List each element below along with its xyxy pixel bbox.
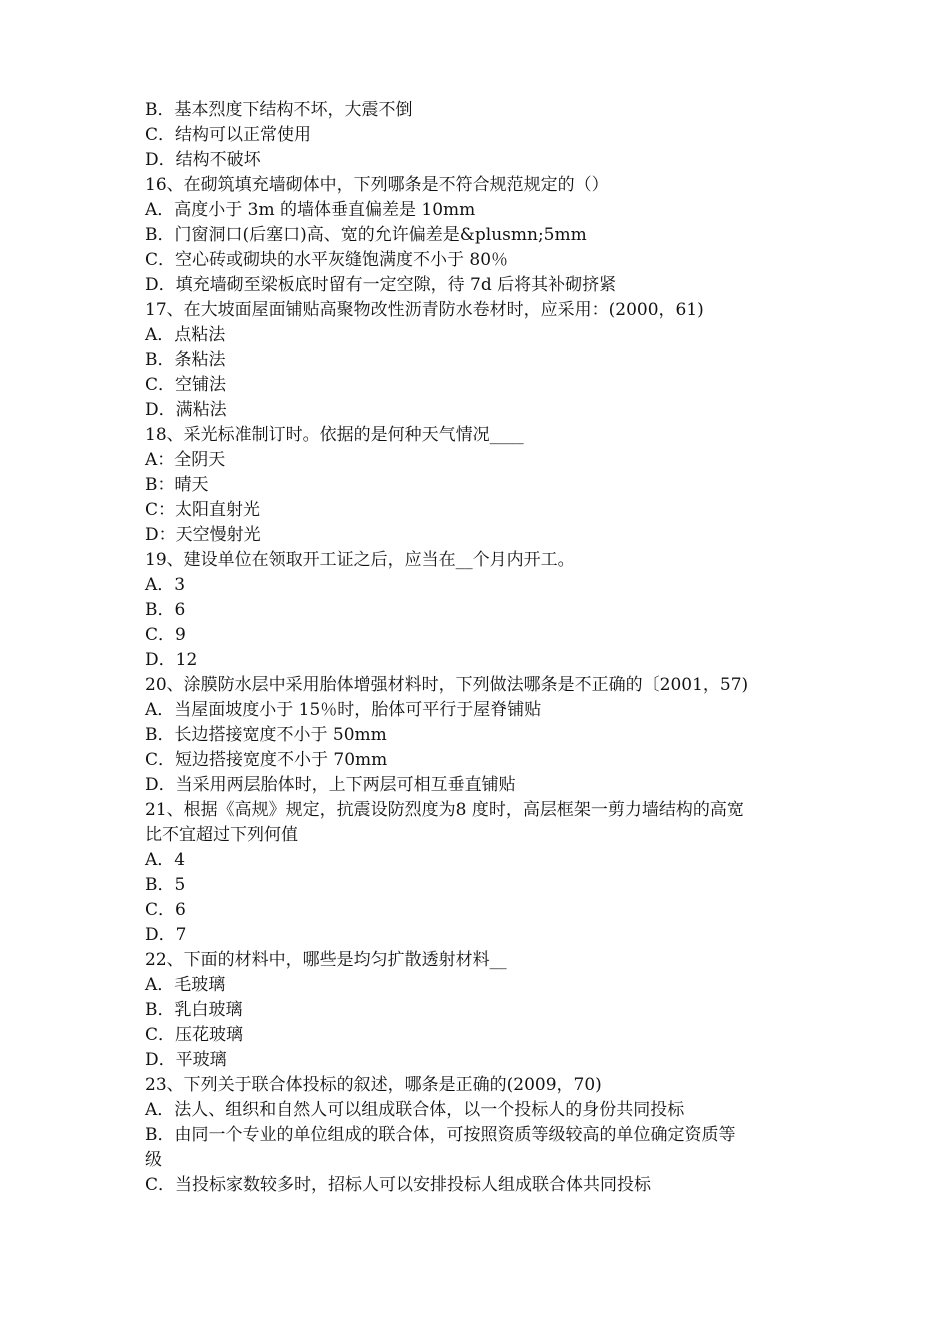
question-text: 23、下列关于联合体投标的叙述，哪条是正确的(2009，70)	[145, 1075, 602, 1095]
question-text: 16、在砌筑填充墙砌体中，下列哪条是不符合规范规定的（）	[145, 175, 609, 195]
option-text: A．3	[145, 575, 186, 595]
option-text: D．填充墙砌至梁板底时留有一定空隙，待 7d 后将其补砌挤紧	[145, 275, 617, 295]
question-text: 19、建设单位在领取开工证之后，应当在__个月内开工。	[145, 550, 575, 570]
option-text: C．压花玻璃	[145, 1025, 244, 1045]
question-text: 17、在大坡面屋面铺贴高聚物改性沥青防水卷材时，应采用：(2000，61)	[145, 300, 704, 320]
option-text: D．满粘法	[145, 400, 227, 420]
option-text: C．结构可以正常使用	[145, 125, 312, 145]
question-text: 21、根据《高规》规定，抗震设防烈度为8 度时，高层框架一剪力墙结构的高宽	[145, 800, 744, 820]
question-text: 18、采光标准制订时。依据的是何种天气情况____	[145, 425, 524, 445]
option-text: B．由同一个专业的单位组成的联合体，可按照资质等级较高的单位确定资质等	[145, 1125, 736, 1145]
question-text: 20、涂膜防水层中采用胎体增强材料时，下列做法哪条是不正确的〔2001，57)	[145, 675, 749, 695]
option-text: A．4	[145, 850, 186, 870]
option-text: C．当投标家数较多时，招标人可以安排投标人组成联合体共同投标	[145, 1175, 652, 1195]
question-text: 比不宜超过下列何值	[145, 825, 298, 845]
option-text: A．当屋面坡度小于 15％时，胎体可平行于屋脊铺贴	[145, 700, 542, 720]
option-text: C：太阳直射光	[145, 500, 261, 520]
question-text: 22、下面的材料中，哪些是均匀扩散透射材料__	[145, 950, 507, 970]
option-text: B．6	[145, 600, 186, 620]
option-text: C．9	[145, 625, 186, 645]
option-text: D．平玻璃	[145, 1050, 227, 1070]
option-text: B．基本烈度下结构不坏，大震不倒	[145, 100, 413, 120]
option-text: C．空铺法	[145, 375, 227, 395]
option-text: D．结构不破坏	[145, 150, 261, 170]
option-text: A．法人、组织和自然人可以组成联合体，以一个投标人的身份共同投标	[145, 1100, 685, 1120]
option-text: D．当采用两层胎体时，上下两层可相互垂直铺贴	[145, 775, 516, 795]
option-text: B．条粘法	[145, 350, 226, 370]
option-text: D：天空慢射光	[145, 525, 261, 545]
option-text: B．乳白玻璃	[145, 1000, 243, 1020]
option-text: B．长边搭接宽度不小于 50mm	[145, 725, 387, 745]
option-text: B．5	[145, 875, 186, 895]
option-text: D．12	[145, 650, 198, 670]
option-text: D．7	[145, 925, 187, 945]
option-text: C．空心砖或砌块的水平灰缝饱满度不小于 80％	[145, 250, 509, 270]
option-text: A．高度小于 3m 的墙体垂直偏差是 10mm	[145, 200, 476, 220]
option-text: A：全阴天	[145, 450, 226, 470]
option-text: C．6	[145, 900, 186, 920]
option-text: 级	[145, 1150, 162, 1170]
option-text: B：晴天	[145, 475, 209, 495]
document-body	[145, 98, 815, 1198]
option-text: C．短边搭接宽度不小于 70mm	[145, 750, 388, 770]
option-text: A．毛玻璃	[145, 975, 226, 995]
option-text: A．点粘法	[145, 325, 226, 345]
option-text: B．门窗洞口(后塞口)高、宽的允许偏差是&plusmn;5mm	[145, 225, 587, 245]
